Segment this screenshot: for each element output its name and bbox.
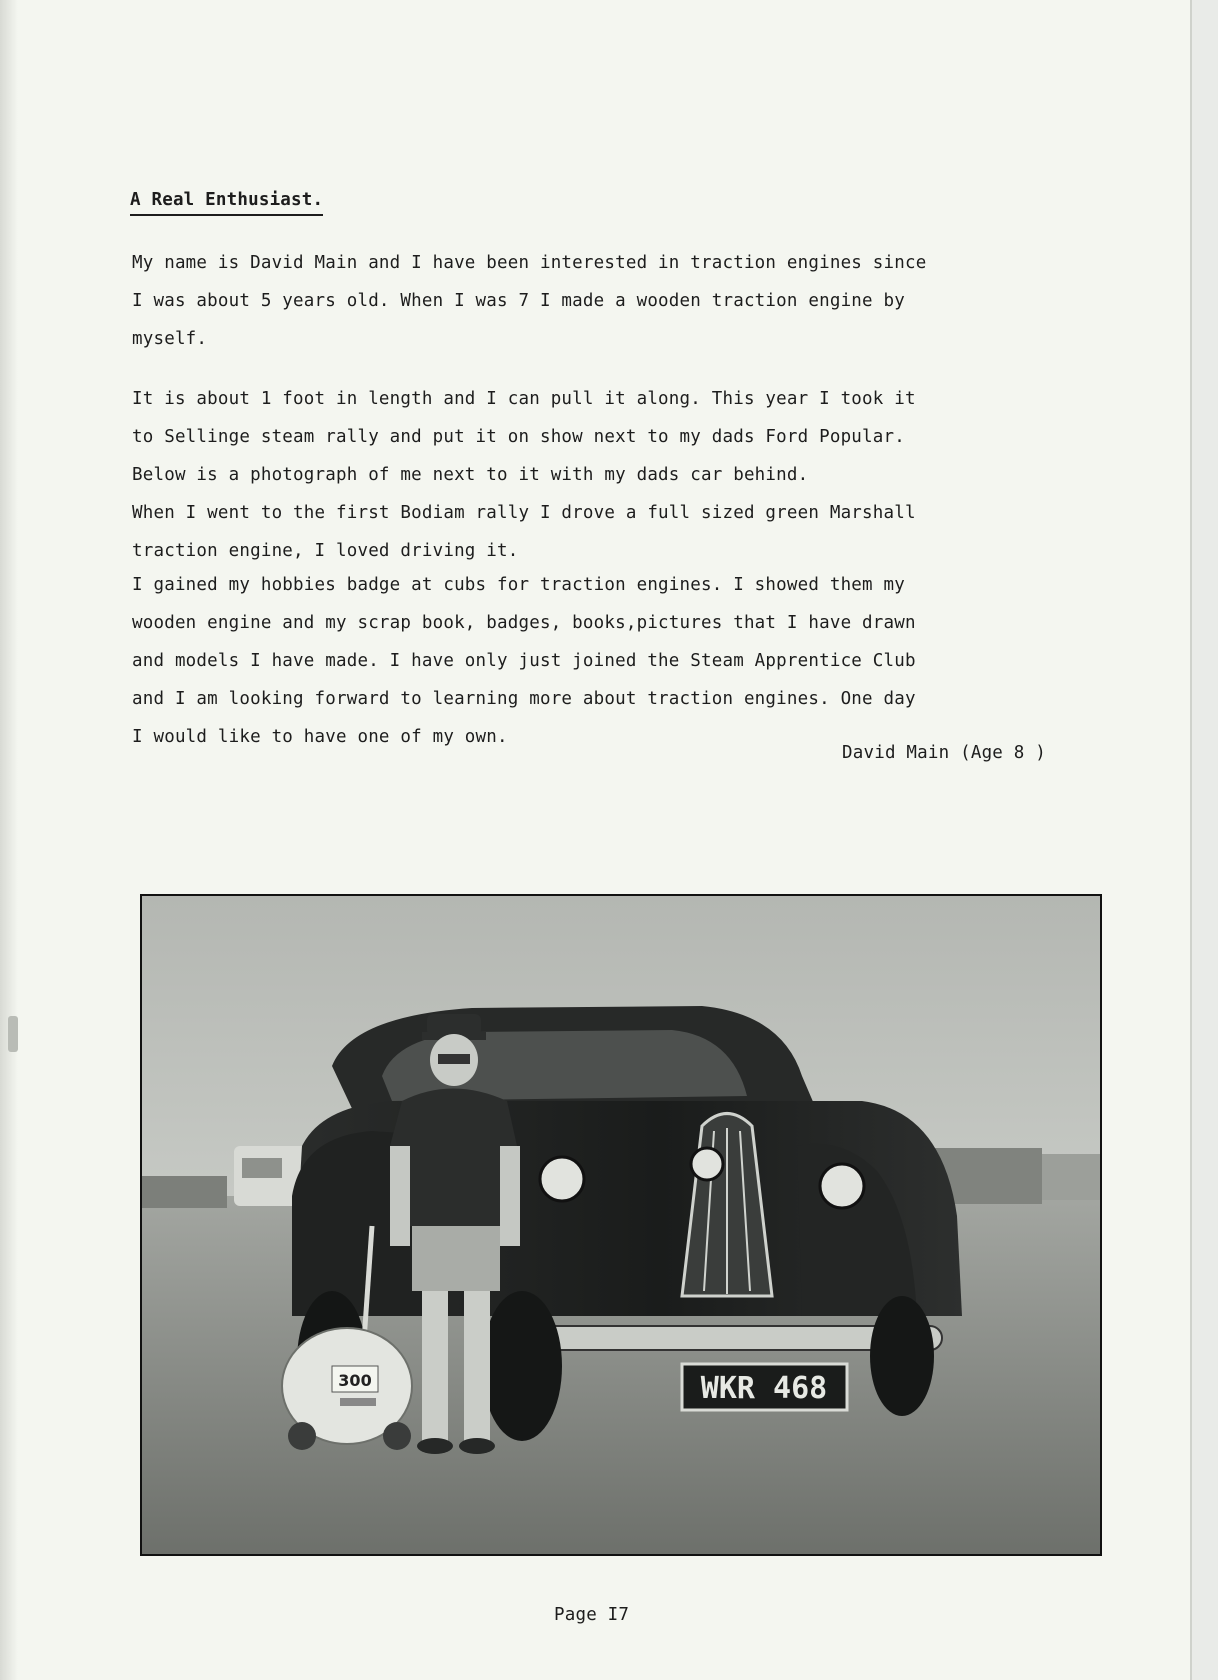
paragraph-2: It is about 1 foot in length and I can pull it along. This year I took it to Sellinge steam rally and put it on show next to my dads Ford Popular. Below is a photograph of me next to it with my dads car behind. When I went to the first Bodiam rally I drove a full sized green Marshall traction engine, I loved driving it. xyxy=(132,389,916,561)
photograph xyxy=(140,894,1102,1556)
binding-shadow xyxy=(0,0,18,1680)
paragraph-1: My name is David Main and I have been interested in traction engines since I was about 5 years old. When I was 7 I made a wooden traction engine by myself. xyxy=(132,253,927,349)
author-signature: David Main (Age 8 ) xyxy=(842,743,1046,763)
article-heading: A Real Enthusiast. xyxy=(130,190,323,216)
number-plate xyxy=(682,1364,847,1410)
model-number-label: 300 xyxy=(338,1371,372,1390)
paragraph-3: I gained my hobbies badge at cubs for traction engines. I showed them my wooden engine and my scrap book, badges, books,pictures that I have drawn and models I have made. I have only just joined the Steam Apprentice Club and I am looking forward to learning more about traction engines. One day I would like to have one of my own. xyxy=(132,575,916,747)
photo-illustration xyxy=(142,896,1100,1554)
page-number: Page I7 xyxy=(554,1605,630,1625)
number-plate-text: WKR 468 xyxy=(700,1371,828,1406)
staple-mark xyxy=(8,1016,18,1052)
